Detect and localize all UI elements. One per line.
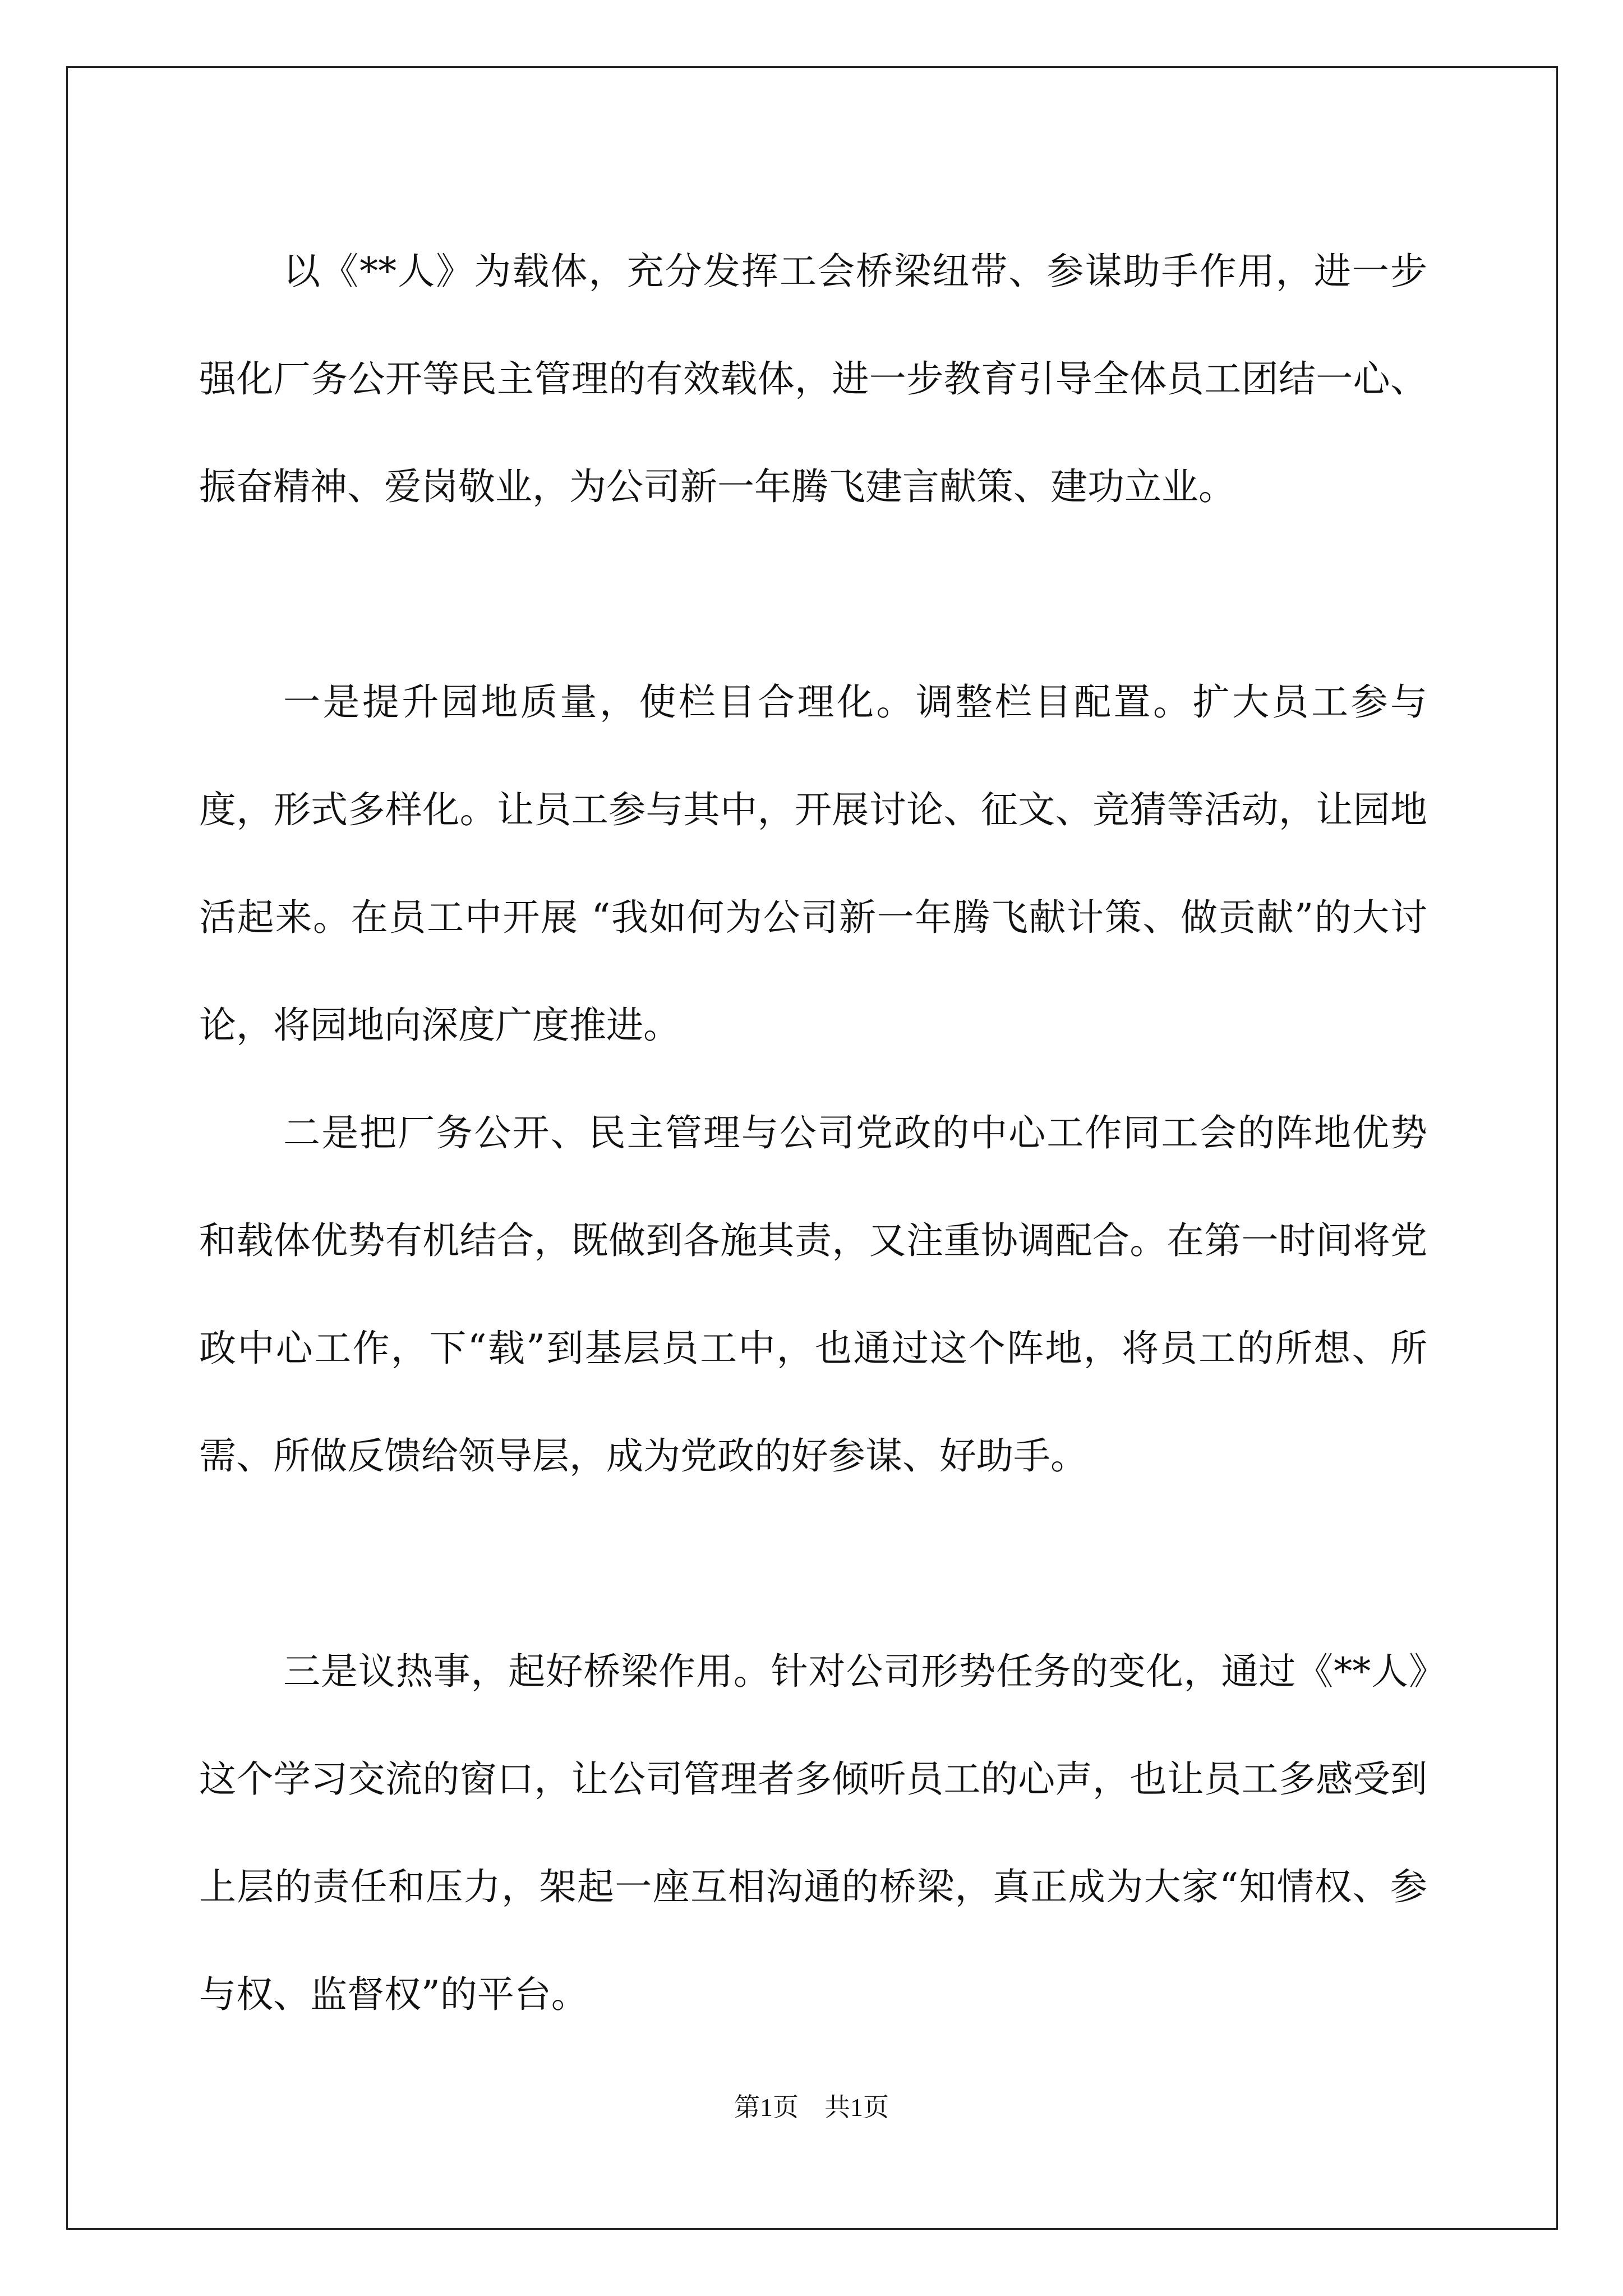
- paragraph-1: 以《**人》为载体，充分发挥工会桥梁纽带、参谋助手作用，进一步强化厂务公开等民主管理的有效载体，进一步教育引导全体员工团结一心、振奋精神、爱岗敬业，为公司新一年腾飞建言献策、建功立业。: [199, 250, 1427, 508]
- paragraph-4: 三是议热事，起好桥梁作用。针对公司形势任务的变化，通过《**人》这个学习交流的窗口，让公司管理者多倾听员工的心声，也让员工多感受到上层的责任和压力，架起一座互相沟通的桥梁，真正成为大家“知情权、参与权、监督权”的平台。: [199, 1650, 1427, 2016]
- document-body: [199, 218, 1427, 2049]
- paragraph-2: 一是提升园地质量，使栏目合理化。调整栏目配置。扩大员工参与度，形式多样化。让员工参与其中，开展讨论、征文、竞猜等活动，让园地活起来。在员工中开展 “我如何为公司新一年腾飞献计策、做贡献”的大讨论，将园地向深度广度推进。: [199, 680, 1427, 1047]
- page-number-footer: 第1页 共1页: [734, 2093, 889, 2122]
- paragraph-3: 二是把厂务公开、民主管理与公司党政的中心工作同工会的阵地优势和载体优势有机结合，既做到各施其责，又注重协调配合。在第一时间将党政中心工作，下“载”到基层员工中，也通过这个阵地，将员工的所想、所需、所做反馈给领导层，成为党政的好参谋、好助手。: [199, 1111, 1427, 1478]
